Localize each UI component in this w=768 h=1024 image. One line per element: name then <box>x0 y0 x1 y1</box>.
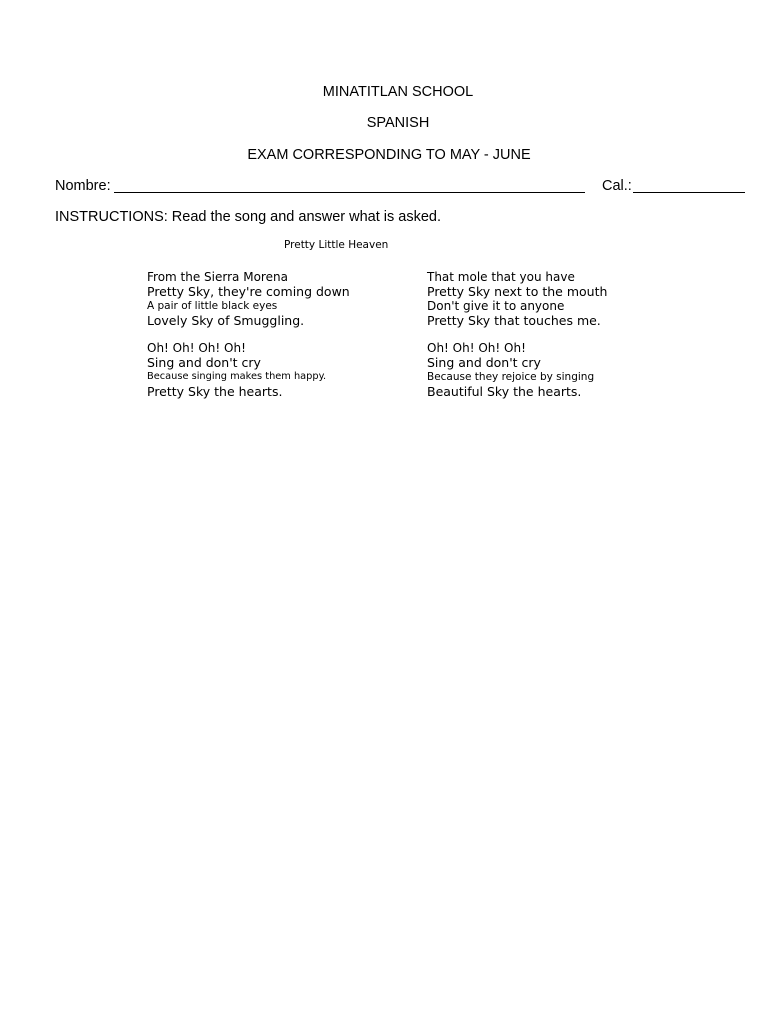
nombre-blank-line <box>114 192 585 193</box>
lyric-line: Pretty Sky that touches me. <box>427 313 601 329</box>
exam-title: EXAM CORRESPONDING TO MAY - JUNE <box>247 147 531 163</box>
left-verse-2 <box>147 341 326 399</box>
cal-blank-line <box>633 192 745 193</box>
lyric-line: Don't give it to anyone <box>427 299 565 314</box>
lyric-line: Because they rejoice by singing <box>427 371 595 384</box>
nombre-label: Nombre: <box>55 178 111 194</box>
instructions-text: INSTRUCTIONS: Read the song and answer what is asked. <box>55 209 442 225</box>
lyric-line: Sing and don't cry <box>427 355 541 371</box>
song-title: Pretty Little Heaven <box>284 239 389 251</box>
lyric-line: Beautiful Sky the hearts. <box>427 384 582 400</box>
left-verse-1 <box>147 270 350 328</box>
lyric-line: Pretty Sky the hearts. <box>147 384 283 400</box>
right-verse-2 <box>427 341 594 399</box>
lyric-line: Lovely Sky of Smuggling. <box>147 313 305 329</box>
lyric-line: Sing and don't cry <box>147 355 261 371</box>
cal-label: Cal.: <box>602 178 632 194</box>
lyric-line: Pretty Sky, they're coming down <box>147 284 350 300</box>
lyric-line: From the Sierra Morena <box>147 270 288 284</box>
lyric-line: Oh! Oh! Oh! Oh! <box>427 341 526 355</box>
school-name: MINATITLAN SCHOOL <box>322 84 474 100</box>
lyric-line: A pair of little black eyes <box>147 300 278 313</box>
lyric-line: Because singing makes them happy. <box>147 371 327 383</box>
subject-title: SPANISH <box>366 115 430 131</box>
right-verse-1 <box>427 270 607 328</box>
lyric-line: That mole that you have <box>427 270 575 284</box>
lyric-line: Oh! Oh! Oh! Oh! <box>147 341 246 355</box>
lyric-line: Pretty Sky next to the mouth <box>427 284 608 300</box>
